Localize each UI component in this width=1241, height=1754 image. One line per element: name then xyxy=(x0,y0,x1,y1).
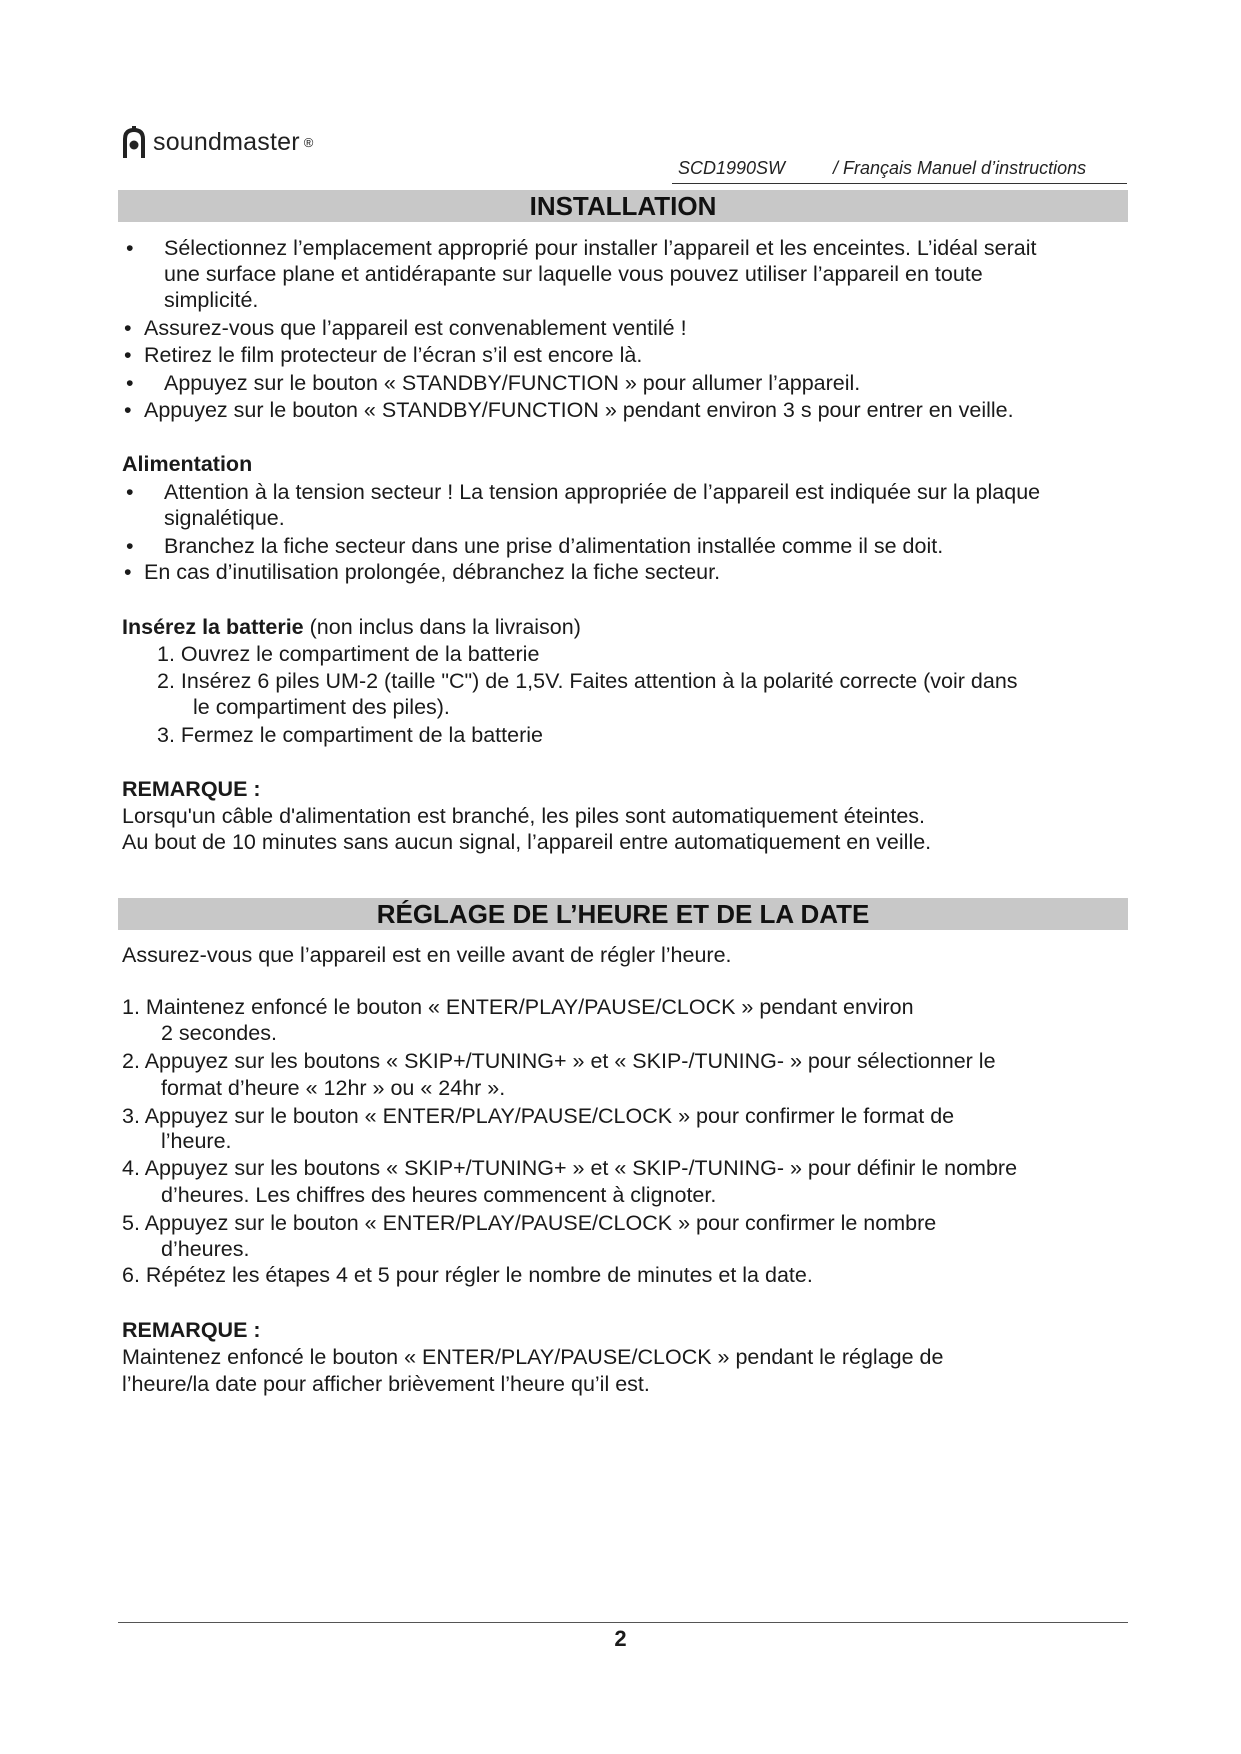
note-line: Maintenez enfoncé le bouton « ENTER/PLAY/PAUSE/CLOCK » pendant le réglage de xyxy=(122,1345,944,1369)
heading-battery-note: (non inclus dans la livraison) xyxy=(303,615,581,639)
soundmaster-logo-icon xyxy=(122,125,150,159)
model-number: SCD1990SW xyxy=(678,158,786,178)
clock-intro: Assurez-vous que l’appareil est en veille avant de régler l’heure. xyxy=(122,943,732,967)
bullet-icon: • xyxy=(126,534,134,558)
bullet-icon: • xyxy=(124,560,132,584)
registered-mark: ® xyxy=(303,134,314,150)
list-item: Sélectionnez l’emplacement approprié pour installer l’appareil et les enceintes. L’idéal serait xyxy=(164,236,1037,260)
list-item: 2. Insérez 6 piles UM-2 (taille "C") de 1,5V. Faites attention à la polarité correcte (voir dans xyxy=(157,669,1018,693)
manual-language: / Français Manuel d’instructions xyxy=(833,158,1087,178)
bullet-icon: • xyxy=(124,398,132,422)
note-heading: REMARQUE : xyxy=(122,1318,261,1342)
note-line: Au bout de 10 minutes sans aucun signal, l’appareil entre automatiquement en veille. xyxy=(122,830,932,854)
list-item: Appuyez sur le bouton « STANDBY/FUNCTION » pendant environ 3 s pour entrer en veille. xyxy=(144,398,1014,422)
brand-logo xyxy=(122,124,313,160)
bullet-icon: • xyxy=(124,316,132,340)
note-line: l’heure/la date pour afficher brièvement l’heure qu’il est. xyxy=(122,1372,650,1396)
list-item: Retirez le film protecteur de l’écran s’il est encore là. xyxy=(144,343,643,367)
list-item: Appuyez sur le bouton « STANDBY/FUNCTION » pour allumer l’appareil. xyxy=(164,371,861,395)
list-item: 3. Fermez le compartiment de la batterie xyxy=(157,723,543,747)
bullet-icon: • xyxy=(124,343,132,367)
note-line: Lorsqu'un câble d'alimentation est branché, les piles sont automatiquement éteintes. xyxy=(122,804,926,828)
list-item: 5. Appuyez sur le bouton « ENTER/PLAY/PAUSE/CLOCK » pour confirmer le nombre xyxy=(122,1211,937,1235)
list-item-continuation: signalétique. xyxy=(164,506,285,530)
list-item: Attention à la tension secteur ! La tension appropriée de l’appareil est indiquée sur la plaque xyxy=(164,480,1041,504)
list-item-continuation: le compartiment des piles). xyxy=(193,695,450,719)
list-item: 4. Appuyez sur les boutons « SKIP+/TUNING+ » et « SKIP-/TUNING- » pour définir le nombre xyxy=(122,1156,1018,1180)
list-item: 6. Répétez les étapes 4 et 5 pour régler le nombre de minutes et la date. xyxy=(122,1263,813,1287)
list-item-continuation: l’heure. xyxy=(161,1129,232,1153)
list-item: En cas d’inutilisation prolongée, débranchez la fiche secteur. xyxy=(144,560,721,584)
list-item-continuation: format d’heure « 12hr » ou « 24hr ». xyxy=(161,1076,506,1100)
bullet-icon: • xyxy=(126,236,134,260)
section-title-clock: RÉGLAGE DE L’HEURE ET DE LA DATE xyxy=(118,898,1128,930)
list-item-continuation: simplicité. xyxy=(164,288,259,312)
list-item-continuation: une surface plane et antidérapante sur laquelle vous pouvez utiliser l’appareil en toute xyxy=(164,262,983,286)
section-title-installation: INSTALLATION xyxy=(118,190,1128,222)
list-item-continuation: d’heures. Les chiffres des heures commencent à clignoter. xyxy=(161,1183,717,1207)
bullet-icon: • xyxy=(126,480,134,504)
footer-divider xyxy=(118,1622,1128,1623)
list-item-continuation: d’heures. xyxy=(161,1237,250,1261)
list-item: 1. Maintenez enfoncé le bouton « ENTER/PLAY/PAUSE/CLOCK » pendant environ xyxy=(122,995,914,1019)
list-item: Branchez la fiche secteur dans une prise d’alimentation installée comme il se doit. xyxy=(164,534,944,558)
brand-name: soundmaster xyxy=(153,127,300,156)
list-item: 3. Appuyez sur le bouton « ENTER/PLAY/PAUSE/CLOCK » pour confirmer le format de xyxy=(122,1104,955,1128)
page-number: 2 xyxy=(614,1626,627,1651)
list-item: 2. Appuyez sur les boutons « SKIP+/TUNING+ » et « SKIP-/TUNING- » pour sélectionner le xyxy=(122,1049,996,1073)
bullet-icon: • xyxy=(126,371,134,395)
heading-battery-bold: Insérez la batterie xyxy=(122,615,304,639)
list-item: 1. Ouvrez le compartiment de la batterie xyxy=(157,642,540,666)
heading-alimentation: Alimentation xyxy=(122,452,253,476)
list-item-continuation: 2 secondes. xyxy=(161,1021,277,1045)
heading-battery xyxy=(122,614,581,640)
note-heading: REMARQUE : xyxy=(122,777,261,801)
document-reference xyxy=(672,157,1127,184)
list-item: Assurez-vous que l’appareil est convenablement ventilé ! xyxy=(144,316,687,340)
